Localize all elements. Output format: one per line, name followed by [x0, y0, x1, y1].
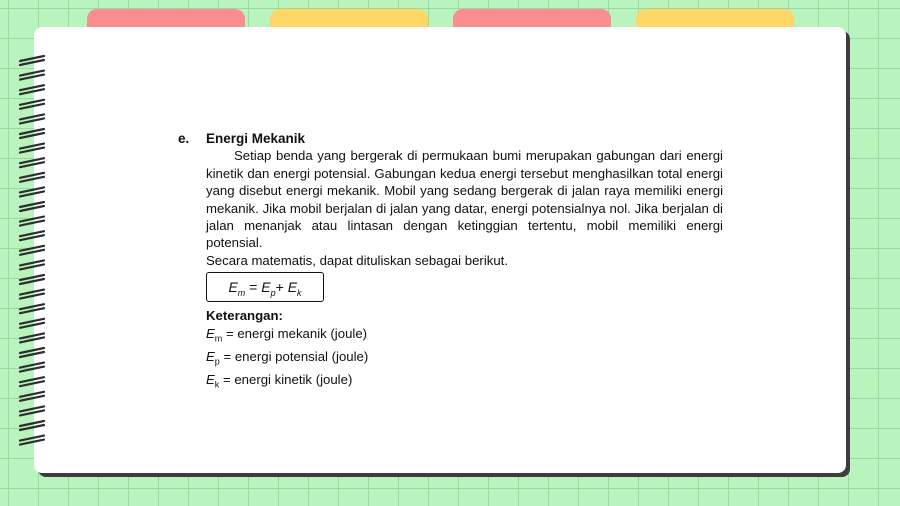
spiral-coil	[20, 290, 44, 299]
formula-term2-sub: k	[297, 288, 302, 299]
spiral-coil	[20, 421, 44, 430]
spiral-coil	[20, 158, 44, 167]
section-heading	[178, 130, 723, 147]
formula-term2: E	[287, 279, 298, 296]
keterangan-item	[206, 348, 723, 371]
spiral-coil	[20, 202, 44, 211]
spiral-coil	[20, 129, 44, 138]
section-body	[206, 147, 723, 393]
formula-term1-sub: p	[270, 288, 276, 299]
spiral-coil	[20, 187, 44, 196]
keterangan-sub: k	[214, 379, 220, 390]
spiral-binding-icon	[14, 50, 54, 450]
keterangan-sub: m	[214, 333, 223, 344]
formula-term1: E	[261, 279, 271, 296]
spiral-coil	[20, 436, 44, 445]
spiral-coil	[20, 260, 44, 269]
spiral-coil	[20, 377, 44, 386]
formula-intro: Secara matematis, dapat dituliskan sebagai berikut.	[206, 252, 509, 268]
formula-lhs: E	[228, 279, 238, 296]
formula-plus: +	[275, 279, 288, 296]
keterangan-title: Keterangan:	[206, 308, 283, 324]
spiral-coil	[20, 85, 44, 94]
spiral-coil	[20, 319, 44, 328]
keterangan-text: = energi kinetik (joule)	[219, 371, 353, 387]
spiral-coil	[20, 114, 44, 123]
spiral-coil	[20, 100, 44, 109]
section-title: Energi Mekanik	[206, 131, 306, 146]
spiral-coil	[20, 173, 44, 182]
formula-box	[206, 272, 324, 302]
spiral-coil	[20, 406, 44, 415]
keterangan-symbol: E	[206, 325, 215, 341]
spiral-coil	[20, 275, 44, 284]
spiral-coil	[20, 71, 44, 80]
spiral-coil	[20, 231, 44, 240]
keterangan-symbol: E	[206, 371, 215, 387]
keterangan-text: = energi potensial (joule)	[219, 348, 369, 364]
paragraph: Setiap benda yang bergerak di permukaan bumi merupakan gabungan dari energi kinetik dan energi potensial. Gabungan kedua energi tersebut menghasilkan total energi yang disebut energi mekanik. Mobil yang sedang bergerak di jalan raya memiliki energi mekanik. Jika mobil berjalan di jalan yang datar, energi potensialnya nol. Jika berjalan di jalan menanjak atau lintasan dengan ketinggian tertentu, mobil memiliki energi potensial.	[206, 148, 723, 251]
spiral-coil	[20, 217, 44, 226]
spiral-coil	[20, 144, 44, 153]
document-content	[178, 130, 723, 394]
spiral-coil	[20, 348, 44, 357]
formula-eq: =	[245, 279, 262, 296]
spiral-coil	[20, 56, 44, 65]
formula-lhs-sub: m	[237, 288, 246, 299]
keterangan-item	[206, 325, 723, 348]
spiral-coil	[20, 333, 44, 342]
keterangan-sub: p	[214, 356, 220, 367]
keterangan-item	[206, 371, 723, 394]
spiral-coil	[20, 304, 44, 313]
section-number: e.	[178, 131, 190, 146]
keterangan-text: = energi mekanik (joule)	[222, 325, 368, 341]
spiral-coil	[20, 363, 44, 372]
spiral-coil	[20, 392, 44, 401]
keterangan-symbol: E	[206, 348, 215, 364]
spiral-coil	[20, 246, 44, 255]
